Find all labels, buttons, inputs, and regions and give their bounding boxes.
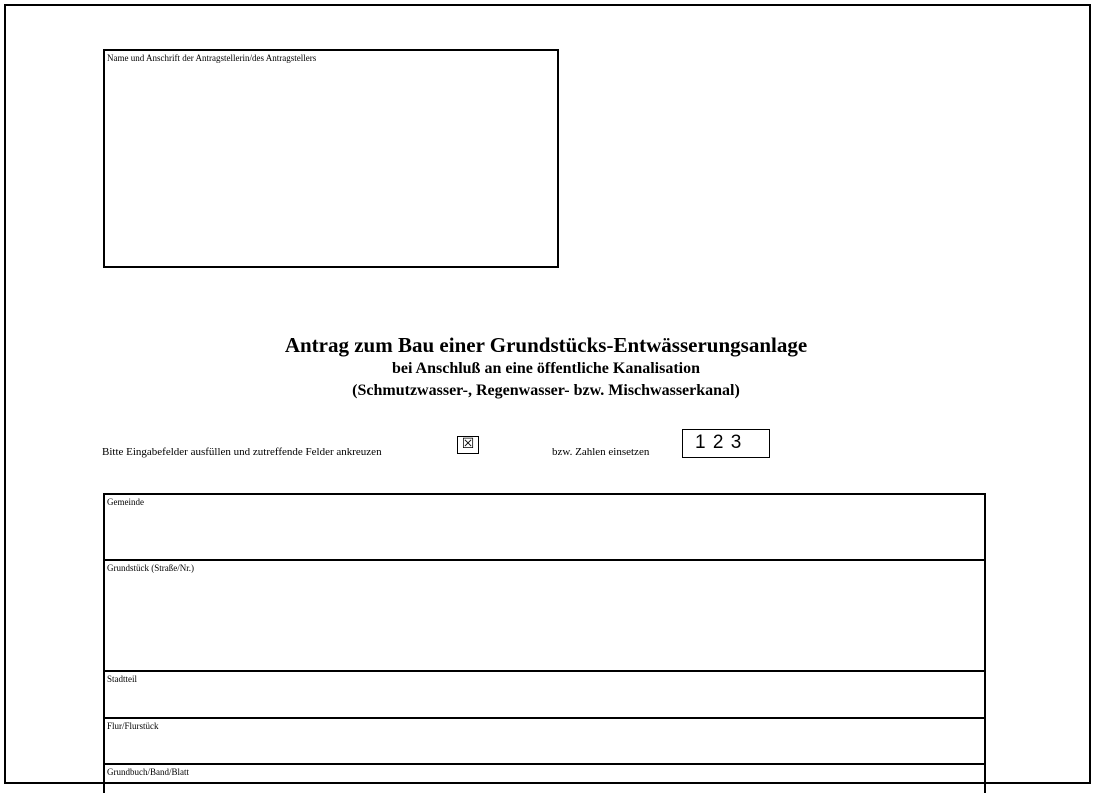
number-example-box: 1 2 3: [682, 429, 770, 458]
field-label: Flur/Flurstück: [107, 721, 159, 731]
field-grundbuch[interactable]: [105, 765, 984, 805]
field-grundstueck[interactable]: [105, 561, 984, 672]
form-page: [4, 4, 1091, 784]
applicant-address-label: Name und Anschrift der Antragstellerin/des Antragstellers: [107, 53, 317, 63]
form-title-block: [6, 332, 1086, 402]
field-label: Grundstück (Straße/Nr.): [107, 563, 194, 573]
form-subtitle-2: (Schmutzwasser-, Regenwasser- bzw. Mischwasserkanal): [352, 382, 740, 399]
field-stadtteil[interactable]: [105, 672, 984, 719]
property-fields-table: [103, 493, 986, 793]
field-label: Stadtteil: [107, 674, 137, 684]
field-label: Gemeinde: [107, 497, 144, 507]
applicant-address-field[interactable]: [103, 49, 559, 268]
field-gemeinde[interactable]: [105, 495, 984, 561]
field-flur-flurstueck[interactable]: [105, 719, 984, 765]
form-title: Antrag zum Bau einer Grundstücks-Entwässerungsanlage: [284, 333, 808, 357]
checkbox-instruction: Bitte Eingabefelder ausfüllen und zutreffende Felder ankreuzen: [102, 446, 382, 458]
checkbox-example-icon: ☒: [457, 436, 479, 454]
field-label: Grundbuch/Band/Blatt: [107, 767, 189, 777]
number-instruction: bzw. Zahlen einsetzen: [552, 446, 650, 458]
form-subtitle-1: bei Anschluß an eine öffentliche Kanalisation: [391, 360, 701, 377]
